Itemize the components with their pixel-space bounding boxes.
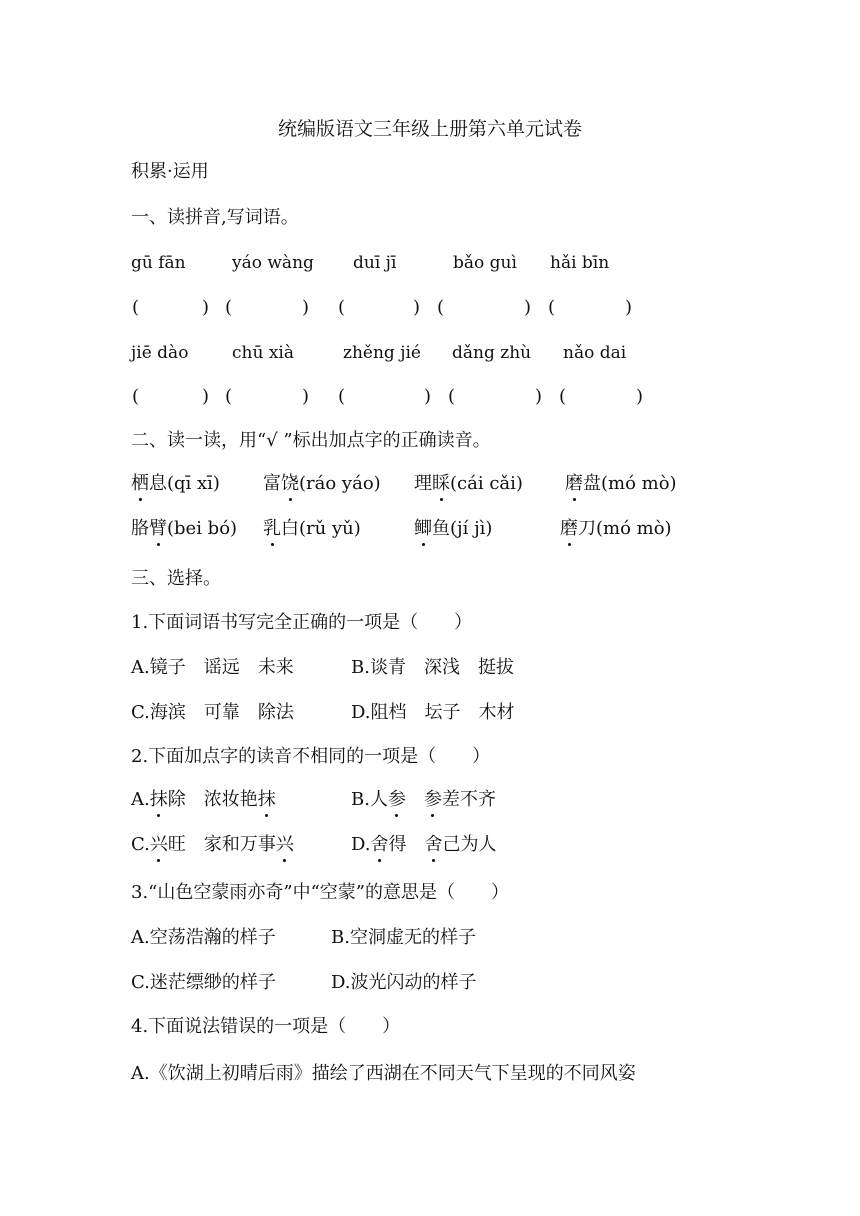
option-d: D.舍得 舍己为人 [351,834,497,855]
option-b: B.空洞虚无的样子 [331,927,476,948]
section-label: 积累·运用 [131,161,209,182]
option-c: C.兴旺 家和万事兴 [131,834,294,855]
answer-bracket-close: ) [202,386,210,407]
dotted-char: 舍 [424,834,443,855]
dotted-char: 参 [387,789,406,810]
pinyin: gū fān [131,253,186,273]
answer-bracket-close: ) [413,297,421,318]
dotted-char: 磨 [560,518,578,539]
pinyin: yáo wàng [232,253,314,273]
option-b: B.人参 参差不齐 [351,789,496,810]
answer-bracket-open: ( [437,297,445,318]
reading-item: 胳臂(bei bó) [131,518,238,539]
answer-bracket-open: ( [559,386,567,407]
option-c: C.海滨 可靠 除法 [131,702,294,723]
option-a: A.抹除 浓妆艳抹 [131,789,276,810]
answer-bracket-close: ) [625,297,633,318]
reading-item: 鲫鱼(jí jì) [414,518,493,539]
option-b: B.谈青 深浅 挺拔 [351,657,514,678]
dotted-char: 乳 [263,518,281,539]
question-stem: 3.“山色空蒙雨亦奇”中“空蒙”的意思是（ ） [131,882,509,903]
dotted-char: 睬 [432,473,450,494]
dotted-char: 兴 [149,834,168,855]
answer-bracket-close: ) [202,297,210,318]
answer-bracket-close: ) [535,386,543,407]
pinyin: jiē dào [131,343,189,363]
reading-item: 栖息(qī xī) [131,473,220,494]
dotted-char: 栖 [131,473,149,494]
dotted-char: 参 [423,789,442,810]
dotted-char: 饶 [281,473,299,494]
reading-item: 磨刀(mó mò) [560,518,672,539]
answer-bracket-open: ( [225,386,233,407]
answer-bracket-open: ( [338,386,346,407]
option-a: A.镜子 谣远 未来 [131,657,294,678]
answer-bracket-open: ( [548,297,556,318]
pinyin: bǎo guì [453,253,517,273]
pinyin: hǎi bīn [550,253,610,273]
dotted-char: 抹 [149,789,168,810]
option-a: A.《饮湖上初晴后雨》描绘了西湖在不同天气下呈现的不同风姿 [131,1063,636,1084]
answer-bracket-open: ( [132,297,140,318]
answer-bracket-close: ) [424,386,432,407]
dotted-char: 抹 [257,789,276,810]
reading-item: 磨盘(mó mò) [565,473,677,494]
question-stem: 4.下面说法错误的一项是（ ） [131,1016,401,1037]
q3-heading: 三、选择。 [131,568,221,589]
dotted-char: 兴 [275,834,294,855]
answer-bracket-open: ( [225,297,233,318]
q1-heading: 一、读拼音,写词语。 [131,207,299,228]
answer-bracket-close: ) [302,386,310,407]
q2-heading: 二、读一读，用“√ ”标出加点字的正确读音。 [131,430,491,451]
answer-bracket-close: ) [524,297,532,318]
option-d: D.阻档 坛子 木材 [351,702,515,723]
answer-bracket-close: ) [302,297,310,318]
page-title: 统编版语文三年级上册第六单元试卷 [277,118,582,140]
answer-bracket-open: ( [338,297,346,318]
pinyin: duī jī [353,253,397,273]
answer-bracket-open: ( [448,386,456,407]
question-stem: 2.下面加点字的读音不相同的一项是（ ） [131,746,491,767]
reading-item: 理睬(cái cǎi) [414,473,523,494]
dotted-char: 臂 [149,518,167,539]
option-a: A.空荡浩瀚的样子 [131,927,276,948]
reading-item: 乳白(rǔ yǔ) [263,518,361,539]
dotted-char: 舍 [370,834,389,855]
pinyin: dǎng zhù [452,343,532,363]
question-stem: 1.下面词语书写完全正确的一项是（ ） [131,612,473,633]
answer-bracket-open: ( [132,386,140,407]
pinyin: zhěng jié [343,343,421,363]
option-c: C.迷茫缥缈的样子 [131,972,276,993]
dotted-char: 磨 [565,473,583,494]
option-d: D.波光闪动的样子 [331,972,477,993]
answer-bracket-close: ) [636,386,644,407]
reading-item: 富饶(ráo yáo) [263,473,381,494]
pinyin: nǎo dai [563,343,627,363]
dotted-char: 鲫 [414,518,432,539]
pinyin: chū xià [232,343,294,363]
